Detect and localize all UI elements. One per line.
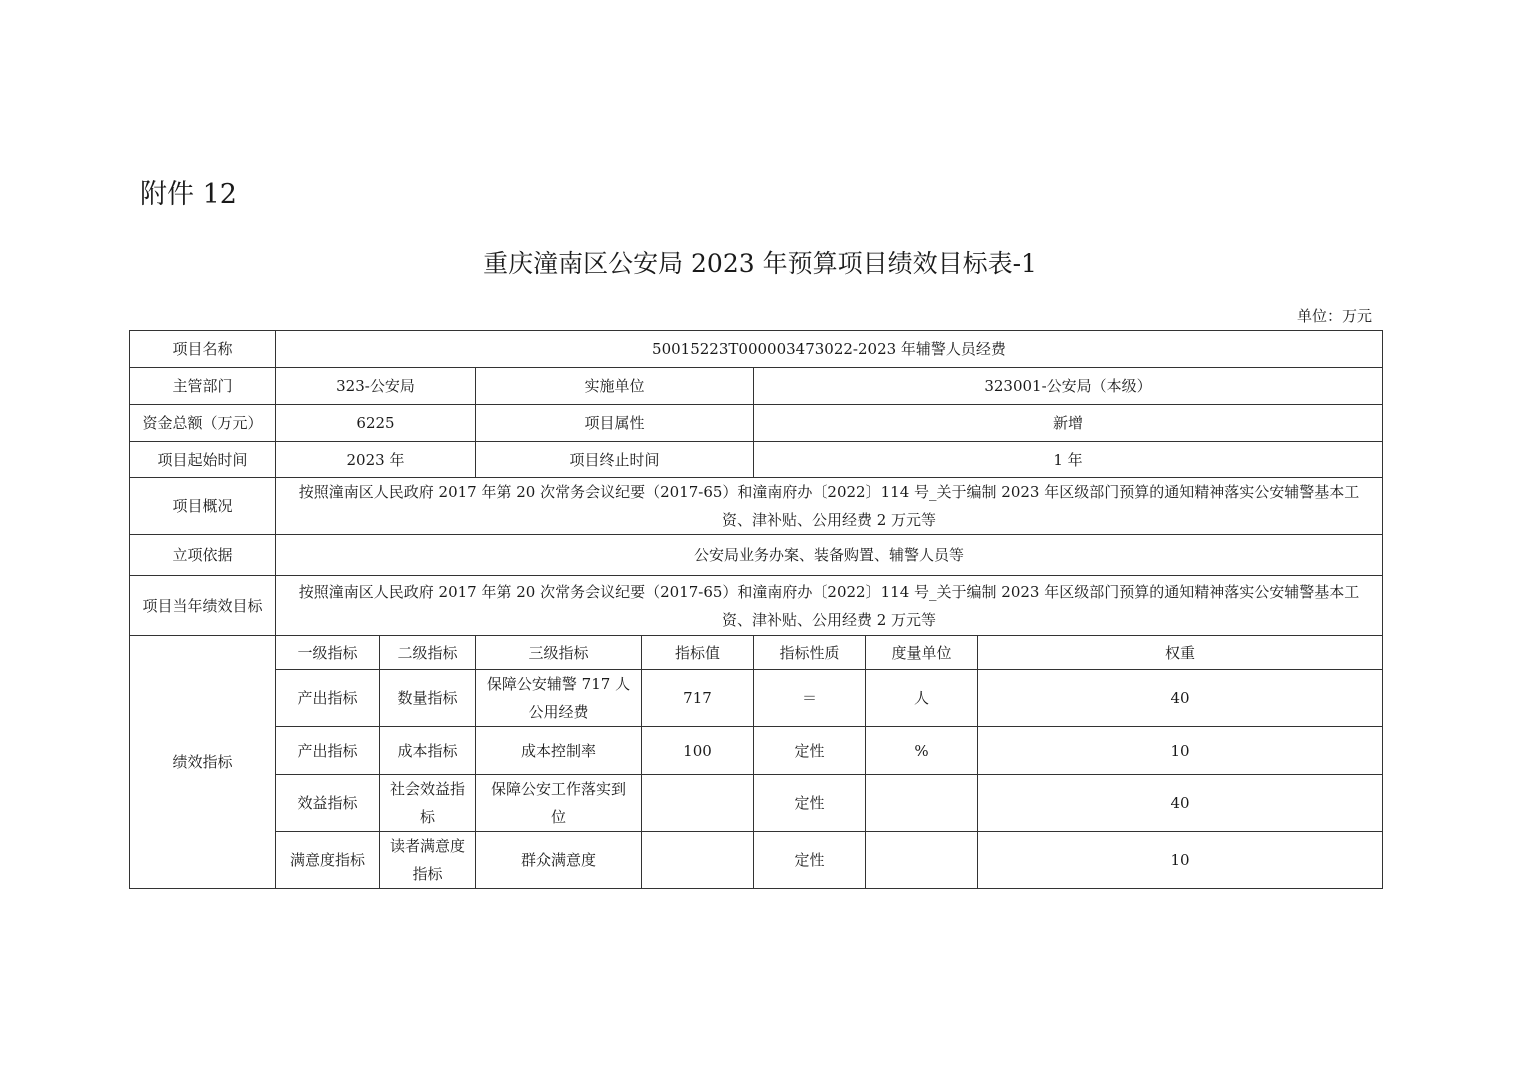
level2-cell: 读者满意度指标 (380, 832, 476, 889)
page-title: 重庆潼南区公安局 2023 年预算项目绩效目标表-1 (483, 249, 1037, 278)
nature-cell: 定性 (754, 727, 866, 775)
header-weight: 权重 (978, 636, 1383, 670)
attachment-number: 附件 12 (140, 179, 237, 210)
header-level2: 二级指标 (380, 636, 476, 670)
level1-cell: 满意度指标 (276, 832, 380, 889)
nature-cell: ＝ (754, 670, 866, 727)
header-nature: 指标性质 (754, 636, 866, 670)
level2-cell: 数量指标 (380, 670, 476, 727)
weight-cell: 40 (978, 775, 1383, 832)
weight-cell: 10 (978, 832, 1383, 889)
project-name-label: 项目名称 (130, 331, 276, 368)
goal-label: 项目当年绩效目标 (130, 576, 276, 636)
indicator-row (130, 832, 1383, 889)
row-goal (130, 576, 1383, 636)
end-label: 项目终止时间 (476, 442, 754, 478)
header-value: 指标值 (642, 636, 754, 670)
value-cell: 717 (642, 670, 754, 727)
level3-cell: 成本控制率 (476, 727, 642, 775)
level1-cell: 产出指标 (276, 727, 380, 775)
level3-cell: 保障公安辅警 717 人公用经费 (476, 670, 642, 727)
indicator-row (130, 727, 1383, 775)
value-cell (642, 775, 754, 832)
unit-cell: 人 (866, 670, 978, 727)
attribute-value: 新增 (754, 405, 1383, 442)
unit-cell: % (866, 727, 978, 775)
row-overview (130, 478, 1383, 535)
weight-cell: 40 (978, 670, 1383, 727)
dept-label: 主管部门 (130, 368, 276, 405)
basis-value: 公安局业务办案、装备购置、辅警人员等 (276, 535, 1383, 576)
basis-label: 立项依据 (130, 535, 276, 576)
header-level3: 三级指标 (476, 636, 642, 670)
performance-target-table (129, 330, 1383, 889)
overview-value: 按照潼南区人民政府 2017 年第 20 次常务会议纪要（2017-65）和潼南府办〔2022〕114 号_关于编制 2023 年区级部门预算的通知精神落实公安辅警基本工资、津补贴、公用经费 2 万元等 (276, 478, 1383, 535)
row-time (130, 442, 1383, 478)
impl-unit-value: 323001-公安局（本级） (754, 368, 1383, 405)
end-value: 1 年 (754, 442, 1383, 478)
level3-cell: 保障公安工作落实到位 (476, 775, 642, 832)
start-value: 2023 年 (276, 442, 476, 478)
project-name-value: 50015223T000003473022-2023 年辅警人员经费 (276, 331, 1383, 368)
level3-cell: 群众满意度 (476, 832, 642, 889)
row-project-name (130, 331, 1383, 368)
attribute-label: 项目属性 (476, 405, 754, 442)
row-dept (130, 368, 1383, 405)
row-basis (130, 535, 1383, 576)
unit-cell (866, 775, 978, 832)
row-total (130, 405, 1383, 442)
level2-cell: 社会效益指标 (380, 775, 476, 832)
overview-label: 项目概况 (130, 478, 276, 535)
unit-label: 单位：万元 (1296, 307, 1372, 325)
nature-cell: 定性 (754, 832, 866, 889)
header-unit: 度量单位 (866, 636, 978, 670)
indicator-row (130, 775, 1383, 832)
unit-cell (866, 832, 978, 889)
level1-cell: 效益指标 (276, 775, 380, 832)
total-label: 资金总额（万元） (130, 405, 276, 442)
level1-cell: 产出指标 (276, 670, 380, 727)
nature-cell: 定性 (754, 775, 866, 832)
indicator-row (130, 670, 1383, 727)
impl-unit-label: 实施单位 (476, 368, 754, 405)
weight-cell: 10 (978, 727, 1383, 775)
indicator-header-row (130, 636, 1383, 670)
dept-value: 323-公安局 (276, 368, 476, 405)
value-cell: 100 (642, 727, 754, 775)
header-level1: 一级指标 (276, 636, 380, 670)
goal-value: 按照潼南区人民政府 2017 年第 20 次常务会议纪要（2017-65）和潼南府办〔2022〕114 号_关于编制 2023 年区级部门预算的通知精神落实公安辅警基本工资、津补贴、公用经费 2 万元等 (276, 576, 1383, 636)
value-cell (642, 832, 754, 889)
level2-cell: 成本指标 (380, 727, 476, 775)
start-label: 项目起始时间 (130, 442, 276, 478)
indicators-label: 绩效指标 (130, 636, 276, 889)
total-value: 6225 (276, 405, 476, 442)
